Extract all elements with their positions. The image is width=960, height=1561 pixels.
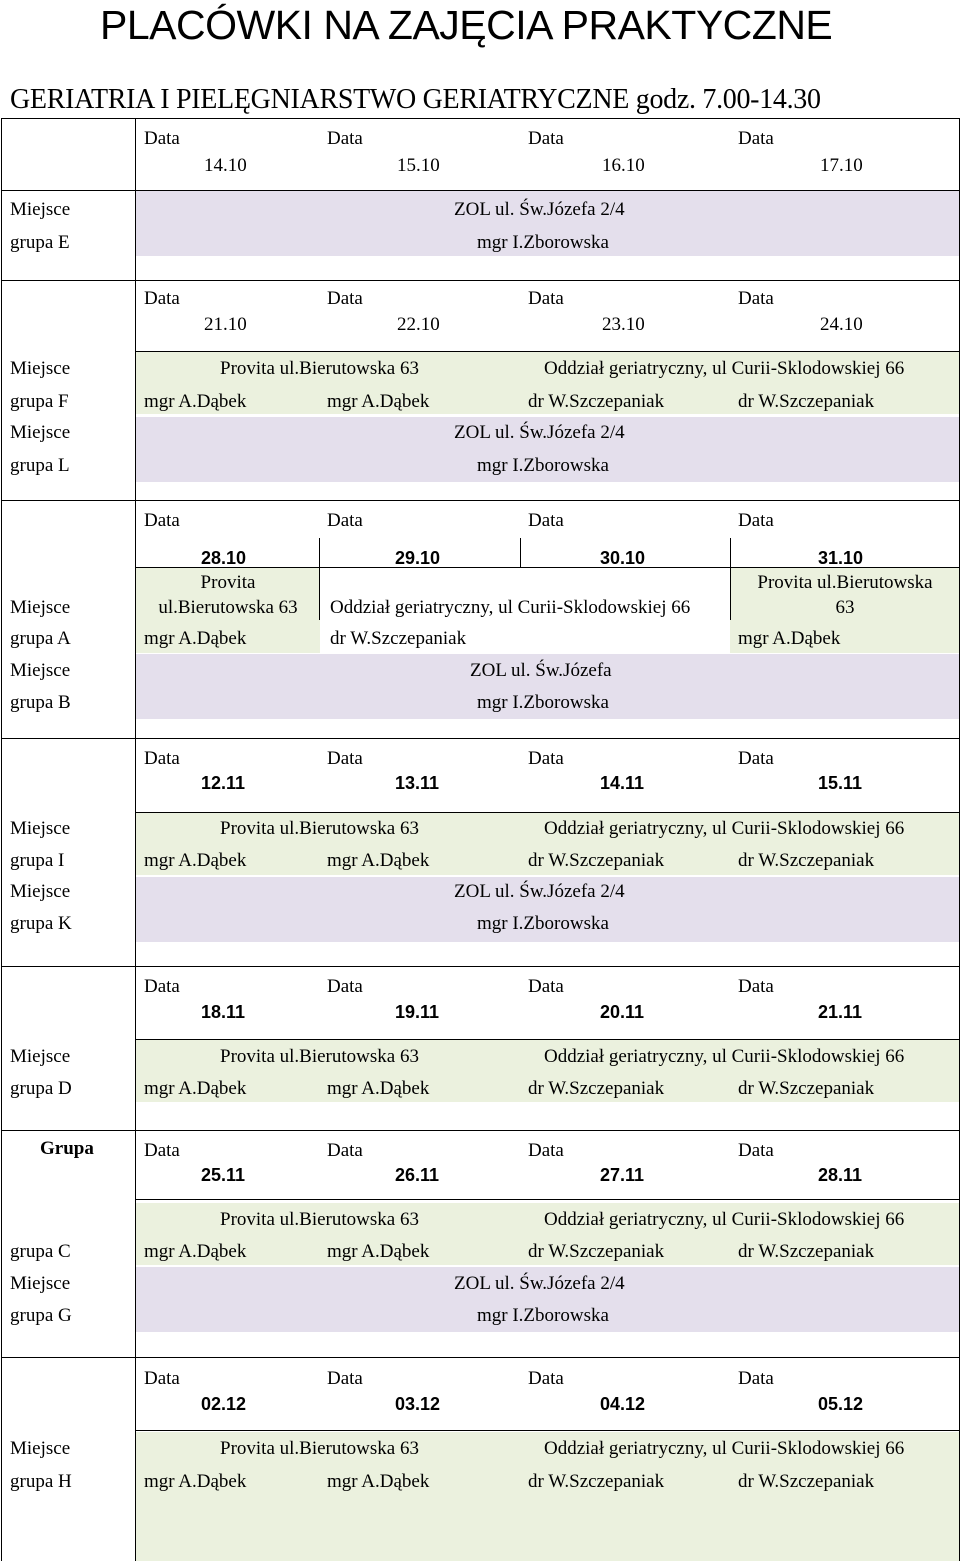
date-value: 27.11 (600, 1165, 645, 1185)
date-value: 26.11 (395, 1165, 440, 1185)
date-value: 19.11 (395, 1002, 440, 1022)
date-label: Data (528, 288, 564, 309)
teacher-text: mgr A.Dąbek (327, 1471, 430, 1492)
date-value: 30.10 (600, 548, 646, 568)
date-value: 05.12 (818, 1394, 864, 1414)
date-label: Data (738, 976, 774, 997)
place-text: ZOL ul. Św.Józefa 2/4 (454, 1273, 625, 1294)
row-line (136, 1199, 960, 1200)
date-value: 21.11 (818, 1002, 863, 1022)
date-value: 18.11 (201, 1002, 246, 1022)
date-value: 25.11 (201, 1165, 246, 1185)
date-label: Data (738, 748, 774, 769)
date-label: Data (144, 748, 180, 769)
row-line (1, 738, 960, 739)
date-value: 14.11 (600, 773, 645, 793)
place-text: 63 (835, 597, 855, 618)
group-label: grupa C (10, 1241, 71, 1262)
teacher-text: mgr A.Dąbek (738, 628, 841, 649)
row-line (136, 1039, 960, 1040)
teacher-text: mgr A.Dąbek (144, 850, 247, 871)
group-label: grupa K (10, 913, 72, 934)
row-label: Miejsce (10, 818, 71, 839)
teacher-text: mgr I.Zborowska (477, 692, 609, 713)
teacher-text: mgr A.Dąbek (327, 391, 430, 412)
date-label: Data (327, 510, 363, 531)
column-line (730, 538, 731, 568)
column-line (319, 538, 320, 568)
row-line (1, 1130, 960, 1131)
place-text: Oddział geriatryczny, ul Curii-Sklodowskiej 66 (330, 597, 691, 618)
column-line (520, 538, 521, 568)
row-line (1, 190, 960, 191)
date-label: Data (738, 1140, 774, 1161)
date-label: Data (327, 748, 363, 769)
column-line (135, 118, 136, 1561)
teacher-text: mgr A.Dąbek (144, 1471, 247, 1492)
place-text: ZOL ul. Św.Józefa 2/4 (454, 881, 625, 902)
row-label: Miejsce (10, 1046, 71, 1067)
date-label: Data (327, 976, 363, 997)
place-text: Oddział geriatryczny, ul Curii-Sklodowskiej 66 (544, 1209, 905, 1230)
teacher-text: mgr A.Dąbek (144, 1078, 247, 1099)
row-label: Miejsce (10, 597, 71, 618)
row-line (1, 1357, 960, 1358)
place-text: Provita ul.Bierutowska (757, 572, 933, 593)
row-line (136, 351, 960, 352)
date-label: Data (144, 288, 180, 309)
row-line (1, 280, 960, 281)
teacher-text: mgr A.Dąbek (327, 1241, 430, 1262)
teacher-text: mgr A.Dąbek (327, 1078, 430, 1099)
date-value: 03.12 (395, 1394, 441, 1414)
teacher-text: mgr A.Dąbek (327, 850, 430, 871)
date-label: Data (144, 128, 180, 149)
row-label: Miejsce (10, 199, 71, 220)
date-value: 16.10 (602, 155, 645, 176)
row-line (136, 812, 960, 813)
date-label: Data (144, 510, 180, 531)
group-label: grupa L (10, 455, 70, 476)
row-line (1, 966, 960, 967)
place-text: Provita ul.Bierutowska 63 (220, 1209, 419, 1230)
date-value: 14.10 (204, 155, 247, 176)
date-value: 23.10 (602, 314, 645, 335)
date-value: 17.10 (820, 155, 863, 176)
date-value: 31.10 (818, 548, 864, 568)
row-label: Miejsce (10, 1273, 71, 1294)
teacher-text: mgr I.Zborowska (477, 913, 609, 934)
group-label: grupa D (10, 1078, 72, 1099)
date-value: 28.11 (818, 1165, 863, 1185)
date-label: Data (144, 1140, 180, 1161)
group-label: grupa B (10, 692, 71, 713)
date-label: Data (528, 1368, 564, 1389)
place-text: Provita ul.Bierutowska 63 (220, 818, 419, 839)
place-text: Oddział geriatryczny, ul Curii-Sklodowskiej 66 (544, 818, 905, 839)
teacher-text: mgr I.Zborowska (477, 232, 609, 253)
date-value: 15.11 (818, 773, 863, 793)
date-label: Data (327, 1368, 363, 1389)
place-text: Provita (200, 572, 256, 593)
date-label: Data (144, 1368, 180, 1389)
place-text: Oddział geriatryczny, ul Curii-Sklodowskiej 66 (544, 1438, 905, 1459)
group-label: grupa I (10, 850, 65, 871)
group-label: grupa E (10, 232, 70, 253)
date-value: 24.10 (820, 314, 863, 335)
place-text: Oddział geriatryczny, ul Curii-Sklodowskiej 66 (544, 358, 905, 379)
teacher-text: dr W.Szczepaniak (528, 1078, 665, 1099)
date-label: Data (528, 748, 564, 769)
place-text: ul.Bierutowska 63 (158, 597, 298, 618)
teacher-text: dr W.Szczepaniak (738, 1241, 875, 1262)
table-border (1, 118, 2, 1561)
page-subtitle: GERIATRIA I PIELĘGNIARSTWO GERIATRYCZNE godz. 7.00-14.30 (10, 84, 821, 115)
date-value: 13.11 (395, 773, 440, 793)
row-label: Miejsce (10, 1438, 71, 1459)
teacher-text: dr W.Szczepaniak (528, 391, 665, 412)
place-text: Provita ul.Bierutowska 63 (220, 1046, 419, 1067)
teacher-text: mgr A.Dąbek (144, 628, 247, 649)
teacher-text: mgr I.Zborowska (477, 1305, 609, 1326)
date-label: Data (738, 510, 774, 531)
date-value: 29.10 (395, 548, 441, 568)
group-label: grupa F (10, 391, 69, 412)
place-text: Provita ul.Bierutowska 63 (220, 1438, 419, 1459)
place-text: ZOL ul. Św.Józefa 2/4 (454, 422, 625, 443)
place-text: ZOL ul. Św.Józefa 2/4 (454, 199, 625, 220)
date-label: Data (144, 976, 180, 997)
teacher-text: dr W.Szczepaniak (738, 391, 875, 412)
teacher-text: dr W.Szczepaniak (528, 1471, 665, 1492)
date-value: 04.12 (600, 1394, 646, 1414)
teacher-text: mgr A.Dąbek (144, 391, 247, 412)
row-label: Miejsce (10, 881, 71, 902)
date-value: 28.10 (201, 548, 247, 568)
date-label: Data (327, 128, 363, 149)
place-text: Oddział geriatryczny, ul Curii-Sklodowskiej 66 (544, 1046, 905, 1067)
teacher-text: mgr I.Zborowska (477, 455, 609, 476)
group-label: grupa A (10, 628, 71, 649)
row-line (136, 1430, 960, 1431)
date-label: Data (327, 288, 363, 309)
date-label: Data (528, 1140, 564, 1161)
row-label: Miejsce (10, 660, 71, 681)
grupa-header: Grupa (40, 1138, 94, 1159)
date-value: 21.10 (204, 314, 247, 335)
place-text: ZOL ul. Św.Józefa (470, 660, 612, 681)
date-label: Data (327, 1140, 363, 1161)
table-border (1, 118, 960, 119)
group-label: grupa H (10, 1471, 72, 1492)
row-label: Miejsce (10, 358, 71, 379)
date-label: Data (528, 128, 564, 149)
date-label: Data (738, 1368, 774, 1389)
date-value: 02.12 (201, 1394, 247, 1414)
date-label: Data (738, 128, 774, 149)
date-value: 20.11 (600, 1002, 645, 1022)
date-label: Data (528, 976, 564, 997)
page-title: PLACÓWKI NA ZAJĘCIA PRAKTYCZNE (100, 2, 833, 48)
row-label: Miejsce (10, 422, 71, 443)
teacher-text: dr W.Szczepaniak (528, 850, 665, 871)
teacher-text: dr W.Szczepaniak (738, 1471, 875, 1492)
date-value: 15.10 (397, 155, 440, 176)
group-label: grupa G (10, 1305, 72, 1326)
place-text: Provita ul.Bierutowska 63 (220, 358, 419, 379)
teacher-text: dr W.Szczepaniak (738, 850, 875, 871)
teacher-text: mgr A.Dąbek (144, 1241, 247, 1262)
row-line (1, 500, 960, 501)
teacher-text: dr W.Szczepaniak (738, 1078, 875, 1099)
teacher-text: dr W.Szczepaniak (528, 1241, 665, 1262)
teacher-text: dr W.Szczepaniak (330, 628, 467, 649)
date-label: Data (528, 510, 564, 531)
date-label: Data (738, 288, 774, 309)
date-value: 12.11 (201, 773, 246, 793)
date-value: 22.10 (397, 314, 440, 335)
